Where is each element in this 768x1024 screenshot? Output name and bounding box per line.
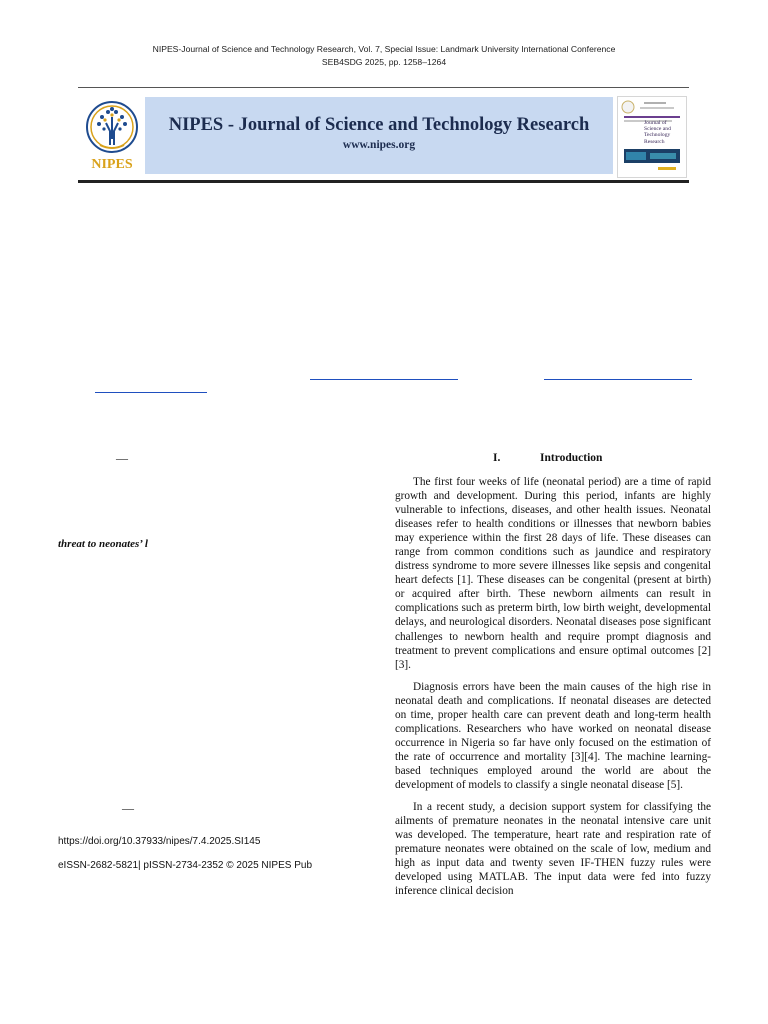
author-link-underline-2[interactable] [544, 379, 692, 380]
abstract-fragment: threat to neonates’ l [58, 538, 148, 550]
running-head-line1: NIPES-Journal of Science and Technology Research, Vol. 7, Special Issue: Landmark University International Conference [152, 44, 616, 54]
section-number: I. [493, 452, 501, 464]
journal-cover-thumbnail [617, 96, 687, 178]
logo-text: NIPES [91, 157, 133, 172]
introduction-body [395, 475, 711, 906]
issn-line: eISSN-2682-5821| pISSN-2734-2352 © 2025 NIPES Pub [58, 860, 313, 871]
author-link-underline-1[interactable] [310, 379, 458, 380]
doi-link[interactable]: https://doi.org/10.37933/nipes/7.4.2025.SI145 [58, 836, 261, 847]
author-link-underline-3[interactable] [95, 392, 207, 393]
journal-banner [78, 91, 689, 181]
journal-title: NIPES - Journal of Science and Technology Research [168, 115, 590, 135]
header-rule [78, 87, 689, 88]
section-title: Introduction [540, 452, 603, 464]
nipes-logo [82, 99, 142, 175]
paragraph: Diagnosis errors have been the main causes of the high rise in neonatal death and complications. If neonatal diseases are detected on time, proper health care can prevent death and long-term health complications. Researchers who have worked on neonatal disease occurrence in Nigeria so far have only focused on the estimation of the rate of occurrence and mortality [3][4]. The machine learning-based techniques employed around the world are about the development of models to classify a single neonatal disease [5]. [395, 680, 711, 791]
banner-rule [78, 180, 689, 183]
title-band [145, 97, 613, 174]
running-head [80, 43, 688, 69]
paragraph: The first four weeks of life (neonatal period) are a time of rapid growth and development. During this period, infants are highly vulnerable to infections, diseases, and other health issues. Neonatal diseases refer to health conditions or illnesses that newborn babies may experience within the first 28 days of life. These diseases can range from common conditions such as jaundice and respiratory distress syndrome to more severe illnesses like sepsis and congenital heart defects [1]. These diseases can be congenital (present at birth) or acquired after birth. These newborn ailments can result in complications such as preterm birth, low birth weight, developmental delays, and neurological disorders. Neonatal diseases pose significant challenges to newborn health and require prompt diagnosis and treatment to prevent complications and ensure optimal outcomes [2][3]. [395, 476, 711, 671]
paragraph: In a recent study, a decision support system for classifying the ailments of premature neonates in the neonatal intensive care unit was developed. The temperature, heart rate and respiration rate of premature neonates were obtained on the scale of low, medium and high as input data and twenty seven IF-THEN fuzzy rules were developed using MATLAB. The input data were fed into fuzzy inference clinical decision [395, 801, 711, 898]
keywords-dash: — [122, 801, 134, 815]
journal-url[interactable]: www.nipes.org [342, 139, 416, 151]
abstract-dash: — [116, 451, 128, 465]
running-head-line2: SEB4SDG 2025, pp. 1258–1264 [321, 57, 447, 67]
cover-title: Journal of Science and Technology Research [644, 120, 671, 145]
